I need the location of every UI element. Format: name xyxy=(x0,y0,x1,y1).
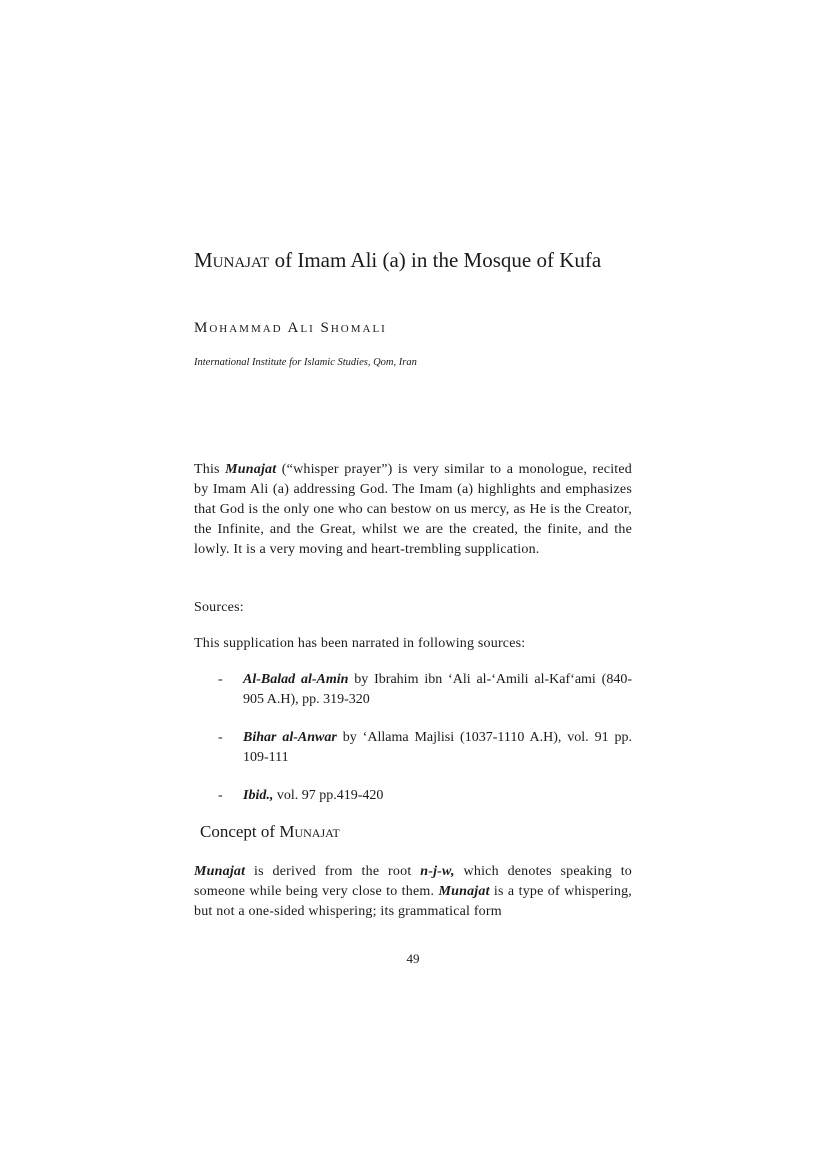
section-heading xyxy=(200,822,340,842)
author-affiliation: International Institute for Islamic Studies, Qom, Iran xyxy=(194,357,417,368)
concept-root: n-j-w, xyxy=(420,864,455,879)
concept-term: Munajat xyxy=(438,884,490,899)
intro-paragraph xyxy=(194,460,632,560)
concept-text: is derived from the root xyxy=(245,864,421,879)
concept-paragraph xyxy=(194,862,632,922)
list-dash: - xyxy=(218,672,223,687)
list-dash: - xyxy=(218,788,223,803)
page-number: 49 xyxy=(406,951,420,966)
heading-prefix: Concept of xyxy=(200,822,280,841)
source-title: Bihar al-Anwar xyxy=(243,730,337,745)
concept-term: Munajat xyxy=(194,864,246,879)
source-title: Ibid., xyxy=(243,788,274,803)
intro-term: Munajat xyxy=(225,462,277,477)
source-detail: by ‘Allama Majlisi (1037-1110 A.H), vol. 91 pp. 109-111 xyxy=(243,730,632,765)
source-item xyxy=(194,786,632,806)
concept-text: which denotes speaking to someone while being very close to them. xyxy=(194,864,632,899)
intro-text: (“whisper prayer”) is very similar to a monologue, recited by Imam Ali (a) addressing God. The Imam (a) highlights and emphasizes that God is the only one who can bestow on us mercy, as He is the Creator, the Infinite, and the Great, whilst we are the created, the finite, and the lowly. It is a very moving and heart-trembling supplication. xyxy=(194,462,632,557)
heading-term: Munajat xyxy=(279,822,340,841)
source-detail: vol. 97 pp.419-420 xyxy=(273,788,384,803)
title-munajat: Munajat xyxy=(194,248,270,272)
source-item xyxy=(194,670,632,710)
sources-label: Sources: xyxy=(194,600,244,615)
article-title xyxy=(194,246,654,274)
intro-lead: This xyxy=(194,462,226,477)
source-item xyxy=(194,728,632,768)
source-detail: by Ibrahim ibn ‘Ali al-‘Amili al-Kaf‘ami (840-905 A.H), pp. 319-320 xyxy=(243,672,632,707)
sources-intro: This supplication has been narrated in following sources: xyxy=(194,636,526,651)
author-name: Mohammad Ali Shomali xyxy=(194,320,387,336)
concept-text: is a type of whispering, but not a one-sided whispering; its grammatical form xyxy=(194,884,633,919)
sources-list xyxy=(194,670,632,824)
source-title: Al-Balad al-Amin xyxy=(243,672,349,687)
list-dash: - xyxy=(218,730,223,745)
title-rest: of Imam Ali (a) in the Mosque of Kufa xyxy=(269,248,602,272)
